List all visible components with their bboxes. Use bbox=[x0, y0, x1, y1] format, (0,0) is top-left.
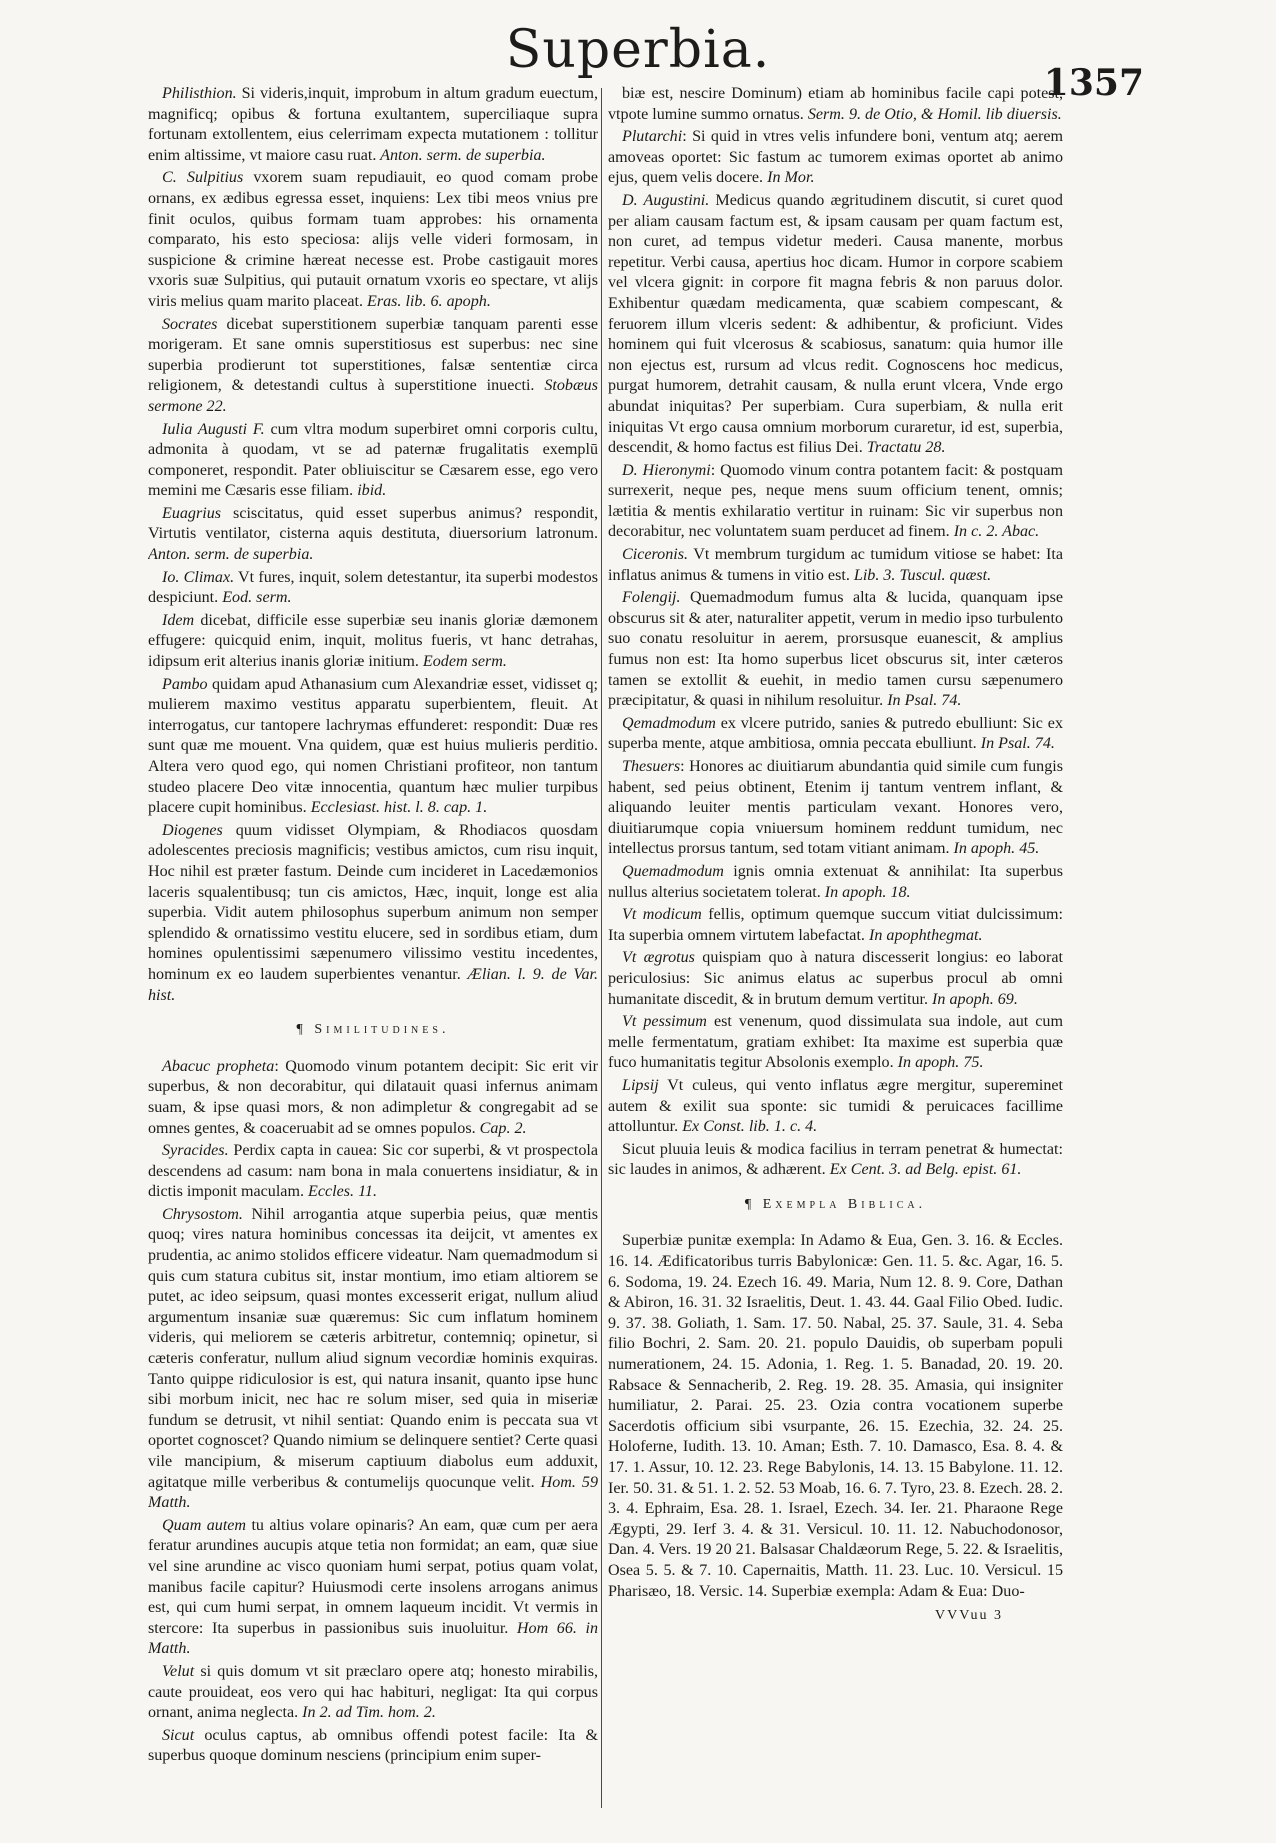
entry-citation: In apoph. 18. bbox=[820, 883, 911, 901]
entry-text: Vt fures, inquit, solem detestantur, ita superbi modestos despiciunt. bbox=[148, 568, 598, 607]
entry-head: Iulia Augusti F. bbox=[162, 420, 265, 438]
left-column bbox=[148, 84, 598, 1819]
section-heading-exempla-biblica: ¶ Exempla Biblica. bbox=[744, 1196, 927, 1212]
entry-text: quum vidisset Olympiam, & Rhodiacos quosdam adolescentes preciosis magnificis; vestibus amictos, cum risu inquit, Hoc nihil est præter fastum. Deinde cum incideret in Lacedæmonios laceris squalentibusq; tun cis amictos, Hæc, inquit, longe est alia superbia. Vidit autem philosophus superbum animum non semper splendido & ornatissimo vestitu elucere, sed in sordibus etiam, dum homines opulentissimi sæpenumero vilissimo vestitu incedentes, hominum ex eo laudem superbientes venantur. bbox=[148, 821, 598, 983]
entry-citation: Eccles. 11. bbox=[304, 1183, 377, 1201]
entry-citation: Anton. serm. de superbia. bbox=[376, 146, 546, 164]
entry-paragraph bbox=[148, 1205, 598, 1514]
entry-paragraph bbox=[608, 862, 1063, 903]
entry-head: Io. Climax. bbox=[162, 568, 235, 586]
entry-text: Sicut pluuia leuis & modica facilius in terram penetrat & humectat: sic laudes in animos, & adhærent. bbox=[608, 1140, 1063, 1179]
entry-head: Sicut bbox=[162, 1726, 195, 1744]
entry-head: Quam autem bbox=[162, 1516, 247, 1534]
entry-text: est venenum, quod dissimulata sua indole, aut cum melle fermentatum, gratiam exhibet: Ita maxime est superbia quæ fuco humanitatis tegitur Absolonis exemplo. bbox=[608, 1013, 1063, 1072]
entry-paragraph bbox=[148, 1057, 598, 1139]
entry-head: Chrysostom. bbox=[162, 1205, 243, 1223]
entry-text: : Quomodo vinum contra potantem facit: & postquam surrexerit, neque pes, neque mens suum officium tenent, omnis; lætitia & mentis exhilaratio vertitur in ruinam: Sic vir superbus non decorabitur, nec voluntatem suam perducet ad finem. bbox=[608, 461, 1063, 541]
entry-text: ex vlcere putrido, sanies & putredo ebulliunt: Sic ex superba mente, atque ambitiosa, omnia peccata ebulliunt. bbox=[608, 714, 1063, 753]
entry-head: Velut bbox=[162, 1662, 195, 1680]
similitudines-list bbox=[148, 1057, 598, 1767]
biblical-examples-paragraph: Superbiæ punitæ exempla: In Adamo & Eua, Gen. 3. 16. & Eccles. 16. 14. Ædificatoribus turris Babylonicæ: Gen. 11. 5. &c. Agar, 16. 5. 6. Sodoma, 19. 24. Ezech 16. 49. Maria, Num 12. 8. 9. Core, Dathan & Abiron, 16. 31. 32 Israelitis, Deut. 1. 43. 44. Gaal Filio Obed. Iudic. 9. 37. 38. Goliath, 1. Sam. 17. 50. Nabal, 25. 37. Saule, 31. 4. Seba filio Bochri, 2. Sam. 20. 21. populo Dauidis, ob superbam populi numerationem, 24. 15. Adonia, 1. Reg. 1. 5. Banadad, 20. 19. 20. Rabsace & Sennacherib, 2. Reg. 19. 28. 35. Amasia, qui insigniter humiliatur, 2. Parai. 25. 23. Ozia contra vocationem superbe Sacerdotis officium sibi vsurpante, 26. 15. Ezechia, 32. 24. 25. Holoferne, Iudith. 13. 10. Aman; Esth. 7. 10. Damasco, Esa. 8. 4. & 17. 1. Assur, 10. 12. 23. Rege Babylonis, 14. 13. 15 Babylone. 11. 12. Ier. 50. 31. & 51. 1. 2. 52. 53 Moab, 16. 6. 7. Tyro, 23. 8. Ezech. 28. 2. 3. 4. Ephraim, Esa. 28. 1. Israel, Ezech. 34. Ier. 21. Pharaone Rege Ægypti, 29. Ierf 3. 4. & 31. Versicul. 10. 11. 12. Nabuchodonosor, Dan. 4. Vers. 19 20 21. Balsasar Chaldæorum Rege, 5. 22. & Israelitis, Osea 5. 5. & 7. 10. Capernaitis, Matth. 11. 23. Luc. 10. Versicul. 15 Pharisæo, 18. Versic. 14. Superbiæ exempla: Adam & Eua: Duo- bbox=[608, 1232, 1063, 1600]
entry-text: vxorem suam repudiauit, eo quod comam probe ornans, ex ædibus egressa esset, inquiens: Lex tibi meos vnius pre finit oculos, quibus formam tuam approbes: his ornamenta comparato, his esto speciosa: alijs velle videri formosam, in suspicione & crimine hæreat necesse est. Probe castigauit mores vxoris suæ Sulpitius, qui putauit ornatum vxoris eo spectare, vt alijs viris melius quam marito placeat. bbox=[148, 169, 598, 310]
entry-text: : Si quid in vtres velis infundere boni, ventum atq; aerem amoveas oportet: Sic fastum ac tumorem eximas oportet ab animo ejus, quem velis docere. bbox=[608, 128, 1063, 187]
entry-head: Vt ægrotus bbox=[622, 949, 695, 967]
entry-citation: In Mor. bbox=[763, 169, 815, 187]
entry-text: dicebat superstitionem superbiæ tanquam parenti esse morigeram. Et sane omnis superstitiosus est superbus: nec sine superbia prodierunt tot superstitiones, falsæ sententiæ circa religionem, & detestandi cultus à superstitione inuecti. bbox=[148, 315, 598, 395]
entry-text: Perdix capta in cauea: Sic cor superbi, & vt prospectola descendens ad casum: nam bona in mala conuertens insidiatur, & in dictis imponit maculam. bbox=[148, 1142, 598, 1201]
entry-head: Syracides. bbox=[162, 1142, 229, 1160]
entry-head: Quemadmodum bbox=[622, 862, 724, 880]
entry-head: Diogenes bbox=[162, 821, 223, 839]
entry-citation: Ex Cent. 3. ad Belg. epist. 61. bbox=[825, 1161, 1022, 1179]
right-entries bbox=[608, 84, 1063, 1181]
entry-paragraph bbox=[608, 191, 1063, 459]
entry-text: sciscitatus, quid esset superbus animus? respondit, Virtutis ventilator, cisterna aquis destituta, diuersorium latronum. bbox=[148, 504, 598, 543]
entry-paragraph bbox=[148, 821, 598, 1006]
entry-paragraph bbox=[608, 714, 1063, 755]
entry-citation: In c. 2. Abac. bbox=[949, 523, 1040, 541]
entry-text: Nihil arrogantia atque superbia peius, quæ mentis quoq; vires natura hominibus concessas ita deijcit, vt amentes ex prudentia, ac animo stolidos efficere videatur. Nam quemadmodum si quis cum statura cubitus sit, instar montium, imo etiam altiorem se putet, ac ideo seipsum, quasi montes excesserit erigat, nullum aliud argumentum insaniæ suæ quæremus: Sic cum inflatum hominem videris, qui meliorem se cæteris arbitretur, contemniq; opinetur, si cæteris conferatur, nullum aliud signum vecordiæ hominis exquiras. Tanto quippe ridiculosior is est, qui natura insanit, quanto ipse hunc sibi morbum inicit, nec hac re solum miser, sed quia in miseriæ fundum se detrusit, vt nihil sentiat: Quando enim is peccata sua vt oportet cognoscet? Quando nimium se delinquere sentiet? Certe quasi vile mancipium, & miserum captiuum diabolus eum adduxit, agitatque mille verberibus & contumelijs quocunque velit. bbox=[148, 1205, 598, 1491]
entry-citation: Lib. 3. Tuscul. quæst. bbox=[849, 566, 992, 584]
entry-citation: Serm. 9. de Otio, & Homil. lib diuersis. bbox=[803, 105, 1062, 123]
entry-text: ignis omnia extenuat & annihilat: Ita superbus nullus alterius societatem tolerat. bbox=[608, 862, 1063, 901]
entry-head: D. Augustini. bbox=[622, 191, 710, 209]
entry-citation: Hom. 59 Matth. bbox=[148, 1473, 598, 1512]
entry-citation: In Psal. 74. bbox=[976, 735, 1055, 753]
entry-citation: In apoph. 75. bbox=[893, 1054, 984, 1072]
left-entries bbox=[148, 84, 598, 1006]
entry-text: Si videris,inquit, improbum in altum gradum euectum, magnificq; opibus & fortuna exultantem, superciliaque supra fortunam extollentem, eius celerrimam expecta mutationem : tollitur enim altissime, vt maiore casu ruat. bbox=[148, 85, 598, 164]
entry-text: biæ est, nescire Dominum) etiam ab hominibus facile capi potest, vtpote lumine summo ornatus. bbox=[608, 85, 1063, 123]
right-column bbox=[608, 84, 1063, 1819]
entry-text: quidam apud Athanasium cum Alexandriæ esset, vidisset q; mulierem maximo vestitus apparatu superbientem, fleuit. At interrogatus, cur tantopere lachrymas effunderet: respondit: Duæ res sunt quæ me mouent. Vna quidem, quæ est huius mulieris perditio. Altera vero quod ego, qui nomen Christiani profiteor, non tantum studeo placere Deo vitæ innocentia, quantum hæc mulier turpibus placere cupit hominibus. bbox=[148, 675, 598, 817]
entry-paragraph bbox=[608, 461, 1063, 543]
page-number: 1357 bbox=[1043, 62, 1144, 104]
entry-text: Vt culeus, qui vento inflatus ægre mergitur, supereminet autem & exilit sua sponte: sic tumidi & peruicaces facillime attolluntur. bbox=[608, 1076, 1063, 1136]
entry-text: Vt membrum turgidum ac tumidum vitiose se habet: Ita inflatus animus & tumens in vitio est. bbox=[608, 546, 1063, 584]
entry-head: Socrates bbox=[162, 315, 218, 333]
entry-text: dicebat, difficile esse superbiæ seu inanis gloriæ dæmonem effugere: quicquid enim, inquit, molitus fueris, vt hanc detrahas, idipsum erit alterius inanis gloriæ initium. bbox=[148, 611, 598, 671]
entry-text: fellis, optimum quemque succum vitiat dulcissimum: Ita superbia omnem virtutem labefactat. bbox=[608, 906, 1063, 944]
entry-text: si quis domum vt sit præclaro opere atq; honesto mirabilis, caute prouideat, eos vero qui hac habituri, negligat: Ita qui corpus ornant, anima neglecta. bbox=[148, 1662, 598, 1722]
entry-head: Ciceronis. bbox=[622, 546, 689, 564]
entry-paragraph bbox=[608, 588, 1063, 712]
entry-text: Medicus quando ægritudinem discutit, si curet quod per aliam causam factum est, & ipsam causam per quam factum est, non curet, ad tempus videtur mederi. Causa manente, morbus repetitur. Verbi causa, apertius hoc dicam. Humor in corpore scabiem vel vlcera gignit: in corpore fit magna febris & non paruus dolor. Exhibentur quædam medicamenta, quæ scabiem compescant, & feruorem illum vlceris sedent: & adhibentur, & proficiunt. Vides hominem qui fuit vlcerosus & scabiosus, sanatum: quia humor ille non ejectus est, rursum ad vlcus redit. Cognoscens hoc medicus, purgat humorem, detrahit causam, & nulla erunt vlcera, Vnde ergo abundat iniquitas? Per superbiam. Cura superbiam, & nulla erit iniquitas Vt ergo causa omnium morborum curaretur, id est, superbia, descendit, & homo factus est filius Dei. bbox=[608, 191, 1063, 457]
entry-paragraph bbox=[148, 568, 598, 609]
entry-head: D. Hieronymi bbox=[622, 461, 711, 479]
entry-citation: Cap. 2. bbox=[475, 1119, 527, 1137]
entry-paragraph bbox=[148, 611, 598, 673]
entry-head: Plutarchi bbox=[622, 128, 683, 146]
entry-paragraph bbox=[608, 545, 1063, 586]
entry-head: Folengij. bbox=[622, 589, 681, 607]
entry-text: Quemadmodum fumus alta & lucida, quanquam ipse obscurus sit & ater, naturaliter appetit, verum in medio ipso turbulento suo conatu resoluitur in aerem, prorsusque euanescit, & amplius fumus non est: Ita homo superbus licet obscurus sit, inter cæteros tamen se extollit & euehit, in medio tamen cursu sæpenumero præcipitatur, & quasi in nihilum resoluitur. bbox=[608, 589, 1063, 710]
entry-text: : Honores ac diuitiarum abundantia quid simile cum fungis habent, sed peius obtinent, Etenim ij tantum ventrem inflant, & aliquando leuiter mentis particulam vexant. Honores vero, diuitiarumque copia vniuersum hominem reddunt tumidum, nec intellectus prorsus tantum, sed totam vitiant animam. bbox=[608, 758, 1063, 858]
entry-head: Qemadmodum bbox=[622, 714, 716, 732]
entry-citation: Tractatu 28. bbox=[862, 439, 946, 457]
entry-head: Pambo bbox=[162, 675, 208, 693]
entry-paragraph bbox=[148, 1726, 598, 1767]
entry-citation: In Psal. 74. bbox=[883, 692, 962, 710]
entry-text: tu altius volare opinaris? An eam, quæ cum per aera feratur arundines aucupis atque tetia non formidat; an eam, quæ siue vel sine arundine ac visco quoniam humi serpat, potius quam volat, manibus facile capitur? Huiusmodi certe insolens arrogans animus est, qui cum humi serpat, in omnem laqueum incidit. Vt vermis in stercore: Ita superbus in passionibus suis inuoluitur. bbox=[148, 1516, 598, 1637]
entry-citation: Eodem serm. bbox=[418, 653, 507, 671]
entry-text: cum vltra modum superbiret omni corporis cultu, admonita à quodam, vt se ad paternæ frugalitatis exemplū componeret, respondit. Pater obliuiscitur se Cæsarem esse, ego vero memini me Cæsaris esse filiam. bbox=[148, 420, 598, 500]
entry-paragraph bbox=[148, 168, 598, 312]
entry-paragraph bbox=[148, 675, 598, 819]
entry-paragraph bbox=[608, 1012, 1063, 1074]
entry-head: Thesuers bbox=[622, 758, 681, 775]
entry-citation: Eras. lib. 6. apoph. bbox=[362, 292, 491, 310]
entry-text: oculus captus, ab omnibus offendi potest facile: Ita & superbus quoque dominum nesciens (principium enim super- bbox=[148, 1726, 598, 1765]
entry-citation: Anton. serm. de superbia. bbox=[148, 546, 314, 564]
entry-citation: Eod. serm. bbox=[218, 589, 292, 607]
entry-paragraph bbox=[148, 1516, 598, 1660]
entry-paragraph bbox=[608, 1076, 1063, 1138]
entry-citation: Hom 66. in Matth. bbox=[148, 1619, 598, 1658]
entry-head: C. Sulpitius bbox=[162, 169, 244, 187]
entry-paragraph bbox=[608, 127, 1063, 189]
entry-paragraph bbox=[608, 948, 1063, 1010]
entry-citation: In apophthegmat. bbox=[864, 926, 983, 944]
entry-head: Vt pessimum bbox=[622, 1013, 707, 1031]
entry-head: Abacuc propheta bbox=[162, 1057, 275, 1075]
entry-head: Idem bbox=[162, 611, 195, 629]
entry-paragraph bbox=[148, 504, 598, 566]
entry-head: Euagrius bbox=[162, 504, 222, 522]
entry-citation: Ælian. l. 9. de Var. hist. bbox=[148, 965, 598, 1004]
entry-citation: Ex Const. lib. 1. c. 4. bbox=[678, 1118, 818, 1136]
entry-paragraph bbox=[148, 420, 598, 502]
entry-head: Lipsij bbox=[622, 1076, 659, 1094]
entry-citation: In 2. ad Tim. hom. 2. bbox=[298, 1704, 436, 1722]
entry-text: : Quomodo vinum potantem decipit: Sic erit vir superbus, & non decorabitur, qui dilatauit quasi infernus animam suam, & ipse quasi mors, & non adimpletur & congregabit ad se omnes gentes, & coaceruabit ad se omnes populos. bbox=[148, 1057, 598, 1137]
entry-citation: In apoph. 69. bbox=[928, 990, 1018, 1008]
entry-citation: Stobæus sermone 22. bbox=[148, 377, 598, 415]
entry-paragraph bbox=[148, 1141, 598, 1203]
entry-paragraph bbox=[608, 1140, 1063, 1181]
entry-citation: In apoph. 45. bbox=[949, 840, 1040, 858]
entry-paragraph bbox=[608, 84, 1063, 125]
entry-paragraph bbox=[148, 1662, 598, 1724]
column-divider bbox=[601, 88, 602, 1808]
entry-citation: ibid. bbox=[353, 482, 387, 500]
running-head-title: Superbia. bbox=[505, 20, 771, 80]
entry-paragraph bbox=[148, 84, 598, 166]
entry-paragraph bbox=[148, 315, 598, 418]
entry-text: quispiam quo à natura discesserit longius: eo laborat periculosius: Sic animus elatus ac superbus procul ab omni humanitate discedit, & in brutum demum vertitur. bbox=[608, 949, 1063, 1008]
signature-mark: VVVuu 3 bbox=[935, 1608, 1003, 1624]
entry-citation: Ecclesiast. hist. l. 8. cap. 1. bbox=[306, 799, 488, 817]
entry-head: Philisthion. bbox=[162, 85, 237, 102]
section-heading-similitudines: ¶ Similitudines. bbox=[296, 1022, 450, 1038]
entry-paragraph bbox=[608, 757, 1063, 860]
entry-paragraph bbox=[608, 905, 1063, 946]
entry-head: Vt modicum bbox=[622, 906, 702, 924]
